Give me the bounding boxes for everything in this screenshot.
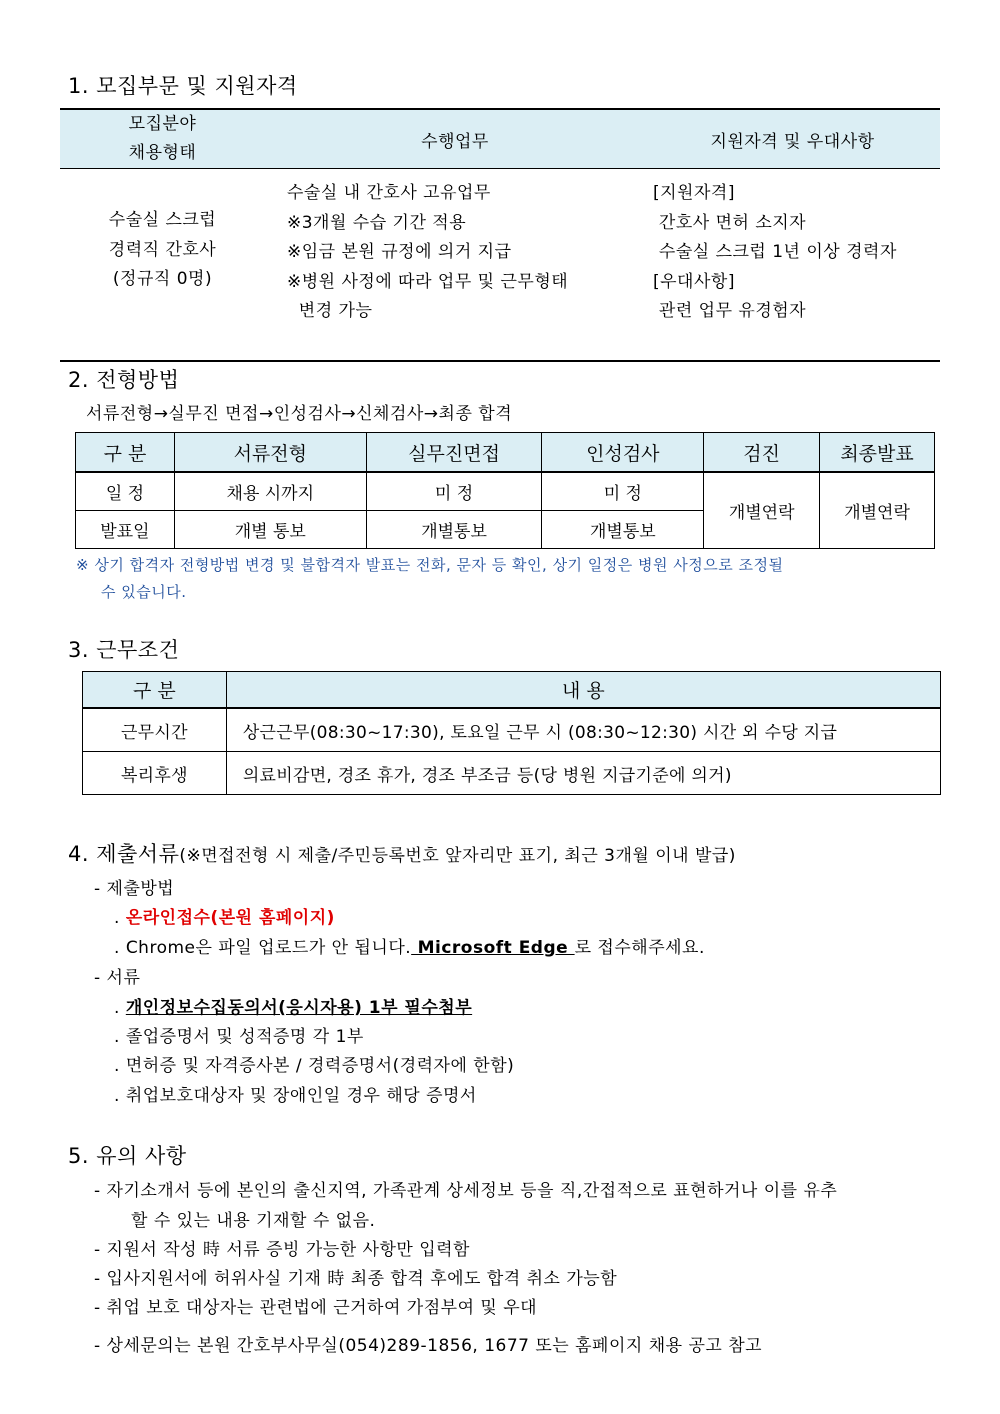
schedule-header: 서류전형	[174, 433, 366, 473]
document-item: . 면허증 및 자격증사본 / 경력증명서(경력자에 한함)	[114, 1056, 515, 1076]
qualification-line: 수술실 스크럽 1년 이상 경력자	[653, 242, 897, 262]
notice-item: - 취업 보호 대상자는 관련법에 근거하여 가점부여 및 우대	[94, 1298, 538, 1318]
field-line: (정규직 0명)	[112, 269, 213, 289]
schedule-cell-final: 개별연락	[820, 472, 935, 549]
header-qualifications: 지원자격 및 우대사항	[645, 109, 940, 169]
schedule-header: 실무진면접	[366, 433, 542, 473]
field-line: 수술실 스크럽	[108, 210, 217, 230]
document-privacy-consent: 개인정보수집동의서(응시자용) 1부 필수첨부	[125, 998, 473, 1018]
recruitment-table	[60, 108, 940, 362]
schedule-cell: 미 정	[542, 472, 704, 511]
conditions-content: 의료비감면, 경조 휴가, 경조 부조금 등(당 병원 지급기준에 의거)	[226, 752, 940, 795]
section4-title: 4. 제출서류	[68, 842, 180, 866]
conditions-label: 복리후생	[83, 752, 227, 795]
duty-line: 변경 가능	[287, 301, 373, 321]
document-label: 면허증 및 자격증사본 / 경력증명서(경력자에 한함)	[125, 1056, 515, 1076]
notice-item: - 입사지원서에 허위사실 기재 時 최종 합격 후에도 합격 취소 가능함	[94, 1269, 618, 1289]
notice-item: - 자기소개서 등에 본인의 출신지역, 가족관계 상세정보 등을 직,간접적으로 표현하거나 이를 유추	[94, 1181, 838, 1201]
section4-title-row	[68, 838, 736, 868]
submit-method-chrome-item: . Chrome은 파일 업로드가 안 됩니다. Microsoft Edge 로 접수해주세요.	[114, 938, 705, 958]
documents-heading: - 서류	[94, 968, 141, 988]
submit-method-online: 온라인접수(본원 홈페이지)	[125, 908, 335, 928]
field-cell	[60, 169, 265, 362]
section1-title: 1. 모집부문 및 지원자격	[68, 74, 298, 98]
section3-title: 3. 근무조건	[68, 638, 180, 662]
document-label: 취업보호대상자 및 장애인일 경우 해당 증명서	[125, 1086, 477, 1106]
schedule-row-label: 일 정	[76, 472, 175, 511]
conditions-content: 상근근무(08:30~17:30), 토요일 근무 시 (08:30~12:30) 시간 외 수당 지급	[226, 708, 940, 752]
selection-flow: 서류전형→실무진 면접→인성검사→신체검사→최종 합격	[86, 404, 513, 424]
qualifications-cell	[645, 169, 940, 362]
qualification-line: 간호사 면허 소지자	[653, 212, 807, 233]
header-field-line1: 모집분야	[128, 114, 197, 134]
document-label: 졸업증명서 및 성적증명 각 1부	[125, 1027, 364, 1047]
field-line: 경력직 간호사	[108, 239, 217, 260]
schedule-cell: 개별통보	[542, 511, 704, 549]
selection-note-line2: 수 있습니다.	[101, 583, 187, 601]
qualification-line: 관련 업무 유경험자	[653, 301, 807, 321]
duty-line: ※병원 사정에 따라 업무 및 근무형태	[287, 271, 569, 292]
schedule-cell-checkup: 개별연락	[704, 472, 820, 549]
schedule-cell: 개별통보	[366, 511, 542, 549]
section5-title: 5. 유의 사항	[68, 1144, 187, 1168]
document-item: . 개인정보수집동의서(응시자용) 1부 필수첨부	[114, 998, 473, 1018]
selection-note-line1: ※ 상기 합격자 전형방법 변경 및 불합격자 발표는 전화, 문자 등 확인, 상기 일정은 병원 사정으로 조정될	[76, 556, 784, 574]
duty-line: ※임금 본원 규정에 의거 지급	[287, 242, 512, 262]
duties-cell	[265, 169, 645, 362]
notice-item: - 지원서 작성 時 서류 증빙 가능한 사항만 입력함	[94, 1240, 470, 1260]
schedule-cell: 개별 통보	[174, 511, 366, 549]
schedule-header: 검진	[704, 433, 820, 473]
duty-line: 수술실 내 간호사 고유업무	[287, 183, 491, 203]
conditions-header: 내 용	[226, 672, 940, 709]
submit-method-online-item: . 온라인접수(본원 홈페이지)	[114, 908, 335, 928]
selection-schedule-table	[75, 432, 935, 549]
schedule-cell: 미 정	[366, 472, 542, 511]
header-duties: 수행업무	[265, 109, 645, 169]
notice-item-contact: - 상세문의는 본원 간호부사무실(054)289-1856, 1677 또는 홈페이지 채용 공고 참고	[94, 1336, 763, 1356]
header-field-line2: 채용형태	[128, 143, 197, 163]
notice-item-continued: 할 수 있는 내용 기재할 수 없음.	[131, 1211, 376, 1231]
schedule-header: 구 분	[76, 433, 175, 473]
header-field-type	[60, 109, 265, 169]
schedule-row-label: 발표일	[76, 511, 175, 549]
edge-browser-name: Microsoft Edge	[411, 938, 575, 958]
conditions-header: 구 분	[83, 672, 227, 709]
submit-method-heading: - 제출방법	[94, 879, 175, 899]
work-conditions-table	[82, 671, 941, 795]
schedule-cell: 채용 시까지	[174, 472, 366, 511]
conditions-label: 근무시간	[83, 708, 227, 752]
section4-title-note: (※면접전형 시 제출/주민등록번호 앞자리만 표기, 최근 3개월 이내 발급)	[179, 846, 736, 866]
duty-line: ※3개월 수습 기간 적용	[287, 212, 467, 233]
qualification-line: [지원자격]	[653, 183, 735, 203]
document-item: . 졸업증명서 및 성적증명 각 1부	[114, 1027, 364, 1047]
qualification-line: [우대사항]	[653, 271, 735, 292]
schedule-header: 인성검사	[542, 433, 704, 473]
edge-notice-suffix: 로 접수해주세요.	[574, 938, 705, 958]
chrome-notice: Chrome은 파일 업로드가 안 됩니다.	[125, 938, 412, 958]
section2-title: 2. 전형방법	[68, 368, 180, 392]
schedule-header: 최종발표	[820, 433, 935, 473]
document-item: . 취업보호대상자 및 장애인일 경우 해당 증명서	[114, 1086, 477, 1106]
